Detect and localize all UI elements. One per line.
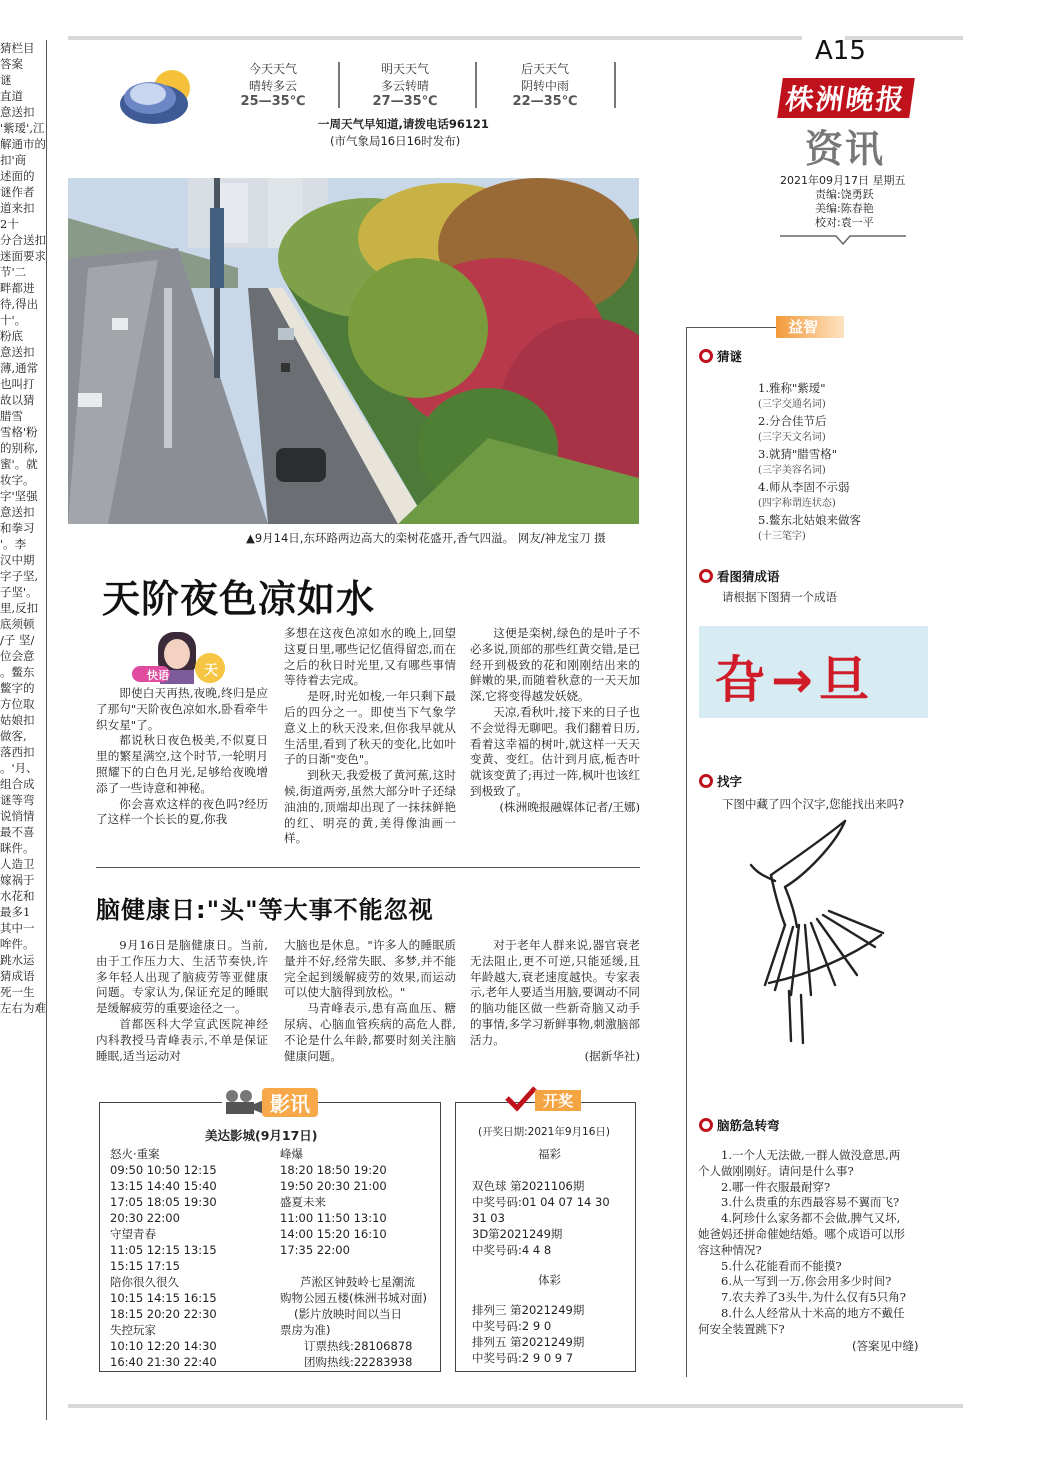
brain-line: 4.阿珍什么家务都不会做,脾气又坏, xyxy=(721,1211,901,1226)
weather-today: 今天天气 晴转多云 25—35℃ xyxy=(240,62,306,109)
idiom-image xyxy=(699,626,928,718)
masthead-bracket xyxy=(778,232,908,246)
movie-title: 失控玩家 xyxy=(110,1323,156,1337)
spill-line: 哞件。 xyxy=(0,937,35,951)
welfare-line: 中奖号码:4 4 8 xyxy=(472,1243,552,1257)
showtimes: 17:35 22:00 xyxy=(280,1243,350,1257)
brain-line: 5.什么花能看而不能摸? xyxy=(721,1258,842,1273)
weather-day-after: 后天天气 阴转中雨 22—35℃ xyxy=(512,62,578,109)
sports-line: 排列三 第2021249期 xyxy=(472,1303,585,1317)
article1-col1: 即使白天再热,夜晚,终归是应了那句"天阶夜色凉如水,卧看牵牛织女星"了。 都说秋日夜色极美,不似夏日里的繁星满空,这个时节,一轮明月照耀下的白色月光,足够给夜晚增添了一些诗意和神秘。 你会喜欢这样的夜色吗?经历了这样一个长长的夏,你我 xyxy=(96,686,268,827)
brain-line: 3.什么贵重的东西最容易不翼而飞? xyxy=(721,1195,900,1210)
idiom-heading: 看图猜成语 xyxy=(699,567,780,585)
lottery-badge: 开奖 xyxy=(535,1090,581,1111)
bullet-ring-icon xyxy=(699,349,713,363)
sports-results xyxy=(472,1302,584,1366)
brain-line: 2.哪一件衣服最耐穿? xyxy=(721,1179,831,1194)
section-title: 资讯 xyxy=(805,126,886,171)
photo-caption: ▲9月14日,东环路两边高大的栾树花盛开,香气四溢。 网友/神龙宝刀 摄 xyxy=(246,531,606,545)
spill-line: 和拳习 xyxy=(0,521,35,535)
riddle-hint: (三字交通名词) xyxy=(758,398,826,410)
proof-credit: 校对:袁一平 xyxy=(815,216,874,229)
showtimes: 09:50 10:50 12:15 xyxy=(110,1163,217,1177)
idiom-glyphs: 旮→旦 xyxy=(715,651,875,709)
spill-line: 死一生 xyxy=(0,985,35,999)
group-hotline: 团购热线:22283938 xyxy=(304,1355,413,1369)
showtimes: 17:05 18:05 19:30 xyxy=(110,1195,217,1209)
page-number: A15 xyxy=(815,36,866,66)
brain-line: 何安全装置跳下? xyxy=(698,1321,785,1336)
spill-line: 故以猜 xyxy=(0,393,35,407)
spill-line: 薄,通常 xyxy=(0,361,39,375)
columnist-tag: 快语 xyxy=(147,669,169,682)
findchar-prompt: 下图中藏了四个汉字,您能找出来吗? xyxy=(722,797,905,811)
spill-line: 做客, xyxy=(0,729,27,743)
spill-line: 眯件。 xyxy=(0,841,35,855)
spill-line: 意送扣 xyxy=(0,345,35,359)
spill-line: 意送扣 xyxy=(0,105,35,119)
spill-line: 说悄情 xyxy=(0,809,35,823)
spill-line: 迷面要求 xyxy=(0,249,46,263)
spill-line: 待,得出 xyxy=(0,297,39,311)
cinema-left-listing xyxy=(110,1146,217,1370)
spill-line: 扣'商 xyxy=(0,153,27,167)
spill-line: 直道 xyxy=(0,89,23,103)
showtimes: 11:00 11:50 13:10 xyxy=(280,1211,387,1225)
spill-line: 猜成语 xyxy=(0,969,35,983)
welfare-label: 福彩 xyxy=(538,1147,561,1161)
showtimes: 18:15 20:20 22:30 xyxy=(110,1307,217,1321)
spill-line: 谜 xyxy=(0,73,12,87)
spill-line: 组合成 xyxy=(0,777,35,791)
riddle-hint: (三字美容名词) xyxy=(758,464,826,476)
cinema-note-1: (影片放映时间以当日 xyxy=(294,1307,402,1321)
spill-line: 的别称, xyxy=(0,441,39,455)
findchar-heading: 找字 xyxy=(699,772,742,790)
spill-line: 落西扣 xyxy=(0,745,35,759)
spill-line: '。李 xyxy=(0,537,27,551)
welfare-line: 3D第2021249期 xyxy=(472,1227,563,1241)
ticket-hotline: 订票热线:28106878 xyxy=(304,1339,413,1353)
spill-line: 子坚'。 xyxy=(0,585,38,599)
spill-line: 意送扣 xyxy=(0,505,35,519)
spill-line: 鳖字的 xyxy=(0,681,35,695)
brain-line: 7.农夫养了3头牛,为什么仅有5只角? xyxy=(721,1290,906,1305)
article1-title: 天阶夜色凉如水 xyxy=(102,577,376,621)
brain-line: 她爸妈还拼命催她结婚。哪个成语可以形 xyxy=(698,1226,905,1241)
spill-line: 述面的 xyxy=(0,169,35,183)
spill-line: 也叫打 xyxy=(0,377,35,391)
article2-col2: 大脑也是休息。"许多人的睡眠质量并不好,经常失眠、多梦,并不能完全起到缓解疲劳的效果,而运动可以使大脑得到放松。" 马青峰表示,患有高血压、糖尿病、心脑血管疾病的高危人群,不论是什么年龄,都要时刻关注脑健康问题。 xyxy=(284,938,456,1063)
spill-line: 谜等弯 xyxy=(0,793,35,807)
sports-line: 中奖号码:2 9 0 9 7 xyxy=(472,1351,574,1365)
brain-line: 1.一个人无法做,一群人做没意思,两 xyxy=(721,1148,901,1162)
welfare-line: 双色球 第2021106期 xyxy=(472,1179,585,1193)
spill-line: 其中一 xyxy=(0,921,35,935)
riddle-hint: (十三笔字) xyxy=(758,530,806,542)
sports-label: 体彩 xyxy=(538,1273,561,1287)
spill-line: /子 坚/ xyxy=(0,633,35,647)
riddle-hint: (四字称谓连状态) xyxy=(758,497,836,509)
spill-line: 位会意 xyxy=(0,649,35,663)
article2-title: 脑健康日:"头"等大事不能忽视 xyxy=(96,896,434,924)
check-mark-icon xyxy=(505,1086,537,1112)
riddle-heading: 猜谜 xyxy=(699,347,742,365)
spill-line: 猜栏目 xyxy=(0,41,35,55)
weather-source: (市气象局16日16时发布) xyxy=(330,134,461,148)
spill-line: 左右为难 xyxy=(0,1001,46,1015)
article2-col3: 对于老年人群来说,器官衰老无法阻止,更不可逆,只能延缓,且年龄越大,衰老速度越快。专家表示,老年人要适当用脑,要调动不同的脑功能区做一些新奇脑又动手的事情,多学习新鲜事物,刺激脑部活力。 (据新华社) xyxy=(470,938,640,1063)
sports-line: 排列五 第2021249期 xyxy=(472,1335,585,1349)
spill-line: 答案 xyxy=(0,57,23,71)
spill-line: 腊雪 xyxy=(0,409,23,423)
spill-line: 字子坚, xyxy=(0,569,39,583)
riddle-hint: (三字天文名词) xyxy=(758,431,826,443)
brain-heading: 脑筋急转弯 xyxy=(699,1116,780,1134)
showtimes: 14:00 15:20 16:10 xyxy=(280,1227,387,1241)
riddle-question: 5.鳖东北姑娘来做客 xyxy=(758,513,861,527)
spill-line: 。鳖东 xyxy=(0,665,35,679)
cinema-right-listing xyxy=(280,1146,387,1258)
movie-title: 峰爆 xyxy=(280,1147,303,1161)
spill-line: 底须顿 xyxy=(0,617,35,631)
brain-line: 个人做刚刚好。请问是什么事? xyxy=(698,1163,854,1178)
spill-line: 畔都进 xyxy=(0,281,35,295)
spill-line: 字'坚强 xyxy=(0,489,38,503)
article1-col3: 这便是栾树,绿色的是叶子不必多说,顶部的那些红黄交错,是已经开到极致的花和刚刚结出来的鲜嫩的果,而随着秋意的一天天加深,它将变得越发妖娆。 天凉,看秋叶,接下来的日子也不会觉得无聊吧。我们翻着日历,看着这幸福的树叶,就这样一天天变黄、变红。估计到月底,栀杏叶就该变黄了;再过一阵,枫叶也该红到极致了。 (株洲晚报融媒体记者/王娜) xyxy=(470,626,640,814)
spill-line: 姑娘扣 xyxy=(0,713,35,727)
movie-title: 守望青春 xyxy=(110,1227,156,1241)
spill-line: 道来扣 xyxy=(0,201,35,215)
issue-date: 2021年09月17日 星期五 xyxy=(780,174,906,187)
cloudy-sun-icon xyxy=(110,60,205,130)
spill-line: 粉底 xyxy=(0,329,23,343)
showtimes: 18:20 18:50 19:20 xyxy=(280,1163,387,1177)
spill-line: 里,反扣 xyxy=(0,601,39,615)
showtimes: 11:05 12:15 13:15 xyxy=(110,1243,217,1257)
idiom-prompt: 请根据下图猜一个成语 xyxy=(722,590,837,604)
article2-col1: 9月16日是脑健康日。当前,由于工作压力大、生活节奏快,许多年轻人出现了脑疲劳等亚健康问题。专家认为,保证充足的睡眠是缓解疲劳的重要途径之一。 首都医科大学宣武医院神经内科教授马青峰表示,不单是保证睡眠,适当运动对 xyxy=(96,938,268,1063)
street-trees-photo xyxy=(68,178,639,524)
spill-line: 最不喜 xyxy=(0,825,35,839)
welfare-line: 中奖号码:01 04 07 14 30 xyxy=(472,1195,610,1209)
paper-logo: 株洲晚报 xyxy=(777,78,915,118)
riddle-question: 3.就猜"腊雪格" xyxy=(758,447,838,461)
showtimes: 10:15 14:15 16:15 xyxy=(110,1291,217,1305)
spill-line: '紫瑷',江 xyxy=(0,121,45,135)
showtimes: 15:15 17:15 xyxy=(110,1259,180,1273)
lottery-date: (开奖日期:2021年9月16日) xyxy=(478,1126,610,1138)
showtimes: 16:40 21:30 22:40 xyxy=(110,1355,217,1369)
brain-line: 6.从一写到一万,你会用多少时间? xyxy=(721,1274,892,1289)
spill-line: 节'二 xyxy=(0,265,27,279)
showtimes: 19:50 20:30 21:00 xyxy=(280,1179,387,1193)
columnist-badge: 天 xyxy=(204,663,218,679)
spill-line: 2十 xyxy=(0,217,19,231)
movie-title: 陪你很久很久 xyxy=(110,1275,179,1289)
cinema-badge: 影讯 xyxy=(262,1088,318,1117)
spill-line: 嫁祸于 xyxy=(0,873,35,887)
spill-line: 解通市的 xyxy=(0,137,46,151)
spill-line: 雪格'粉 xyxy=(0,425,38,439)
spill-line: 蜜'。就 xyxy=(0,457,38,471)
film-camera-icon xyxy=(222,1088,266,1116)
weather-tomorrow: 明天天气 多云转晴 27—35℃ xyxy=(372,62,438,109)
movie-title: 盛夏未来 xyxy=(280,1195,326,1209)
spill-line: 谜作者 xyxy=(0,185,35,199)
bullet-ring-icon xyxy=(699,774,713,788)
spill-line: 汉中期 xyxy=(0,553,35,567)
spill-line: 最多1 xyxy=(0,905,31,919)
brain-line: 容这种情况? xyxy=(698,1242,762,1257)
showtimes: 10:10 12:20 14:30 xyxy=(110,1339,217,1353)
designer-credit: 美编:陈春艳 xyxy=(815,202,874,215)
riddle-question: 1.雅称"紫瑷" xyxy=(758,381,826,395)
riddle-list xyxy=(758,380,861,545)
dancer-drawing xyxy=(745,815,890,1045)
left-spill-column xyxy=(0,40,46,1420)
spill-line: 跳水运 xyxy=(0,953,35,967)
cinema-address-2: 购物公园五楼(株洲书城对面) xyxy=(280,1291,427,1305)
riddle-question: 2.分合佳节后 xyxy=(758,414,827,428)
cinema-address-1: 芦淞区钟鼓岭七星潮流 xyxy=(300,1275,415,1289)
movie-title: 怒火·重案 xyxy=(110,1147,160,1161)
spill-line: 水花和 xyxy=(0,889,35,903)
showtimes: 20:30 22:00 xyxy=(110,1211,180,1225)
weather-hotline: 一周天气早知道,请拨电话96121 xyxy=(318,117,489,131)
riddle-question: 4.师从李固不示弱 xyxy=(758,480,850,494)
article1-col2: 多想在这夜色凉如水的晚上,回望这夏日里,哪些记忆值得留恋,而在之后的秋日时光里,又有哪些事情等待着去完成。 是呀,时光如梭,一年只剩下最后的四分之一。即使当下气象学意义上的秋天没来,但你我早就从生活里,看到了秋天的变化,比如叶子的日渐"变色"。 到秋天,我爱极了黄河蕉,这时候,街道两旁,虽然大部分叶子还绿油油的,顶端却出现了一抹抹鲜艳的红、明亮的黄,美得像油画一样。 xyxy=(284,626,456,846)
showtimes: 13:15 14:40 15:40 xyxy=(110,1179,217,1193)
answer-note: (答案见中缝) xyxy=(852,1339,919,1353)
spill-line: 。'月、 xyxy=(0,761,38,775)
brain-list xyxy=(698,1148,930,1338)
cinema-title: 美达影城(9月17日) xyxy=(205,1128,318,1143)
spill-line: 妆字。 xyxy=(0,473,35,487)
cinema-note-2: 票房为准) xyxy=(280,1323,331,1337)
spill-line: 分合送扣 xyxy=(0,233,46,247)
spill-line: 十'。 xyxy=(0,313,27,327)
spill-line: 方位取 xyxy=(0,697,35,711)
brain-line: 8.什么人经常从十米高的地方不戴任 xyxy=(721,1305,905,1320)
spill-line: 人造卫 xyxy=(0,857,35,871)
welfare-line: 31 03 xyxy=(472,1211,505,1225)
editor-credit: 责编:饶勇跃 xyxy=(815,188,874,201)
bullet-ring-icon xyxy=(699,569,713,583)
puzzle-header: 益智 xyxy=(776,316,844,338)
sports-line: 中奖号码:2 9 0 xyxy=(472,1319,552,1333)
bullet-ring-icon xyxy=(699,1118,713,1132)
welfare-results xyxy=(472,1178,610,1258)
